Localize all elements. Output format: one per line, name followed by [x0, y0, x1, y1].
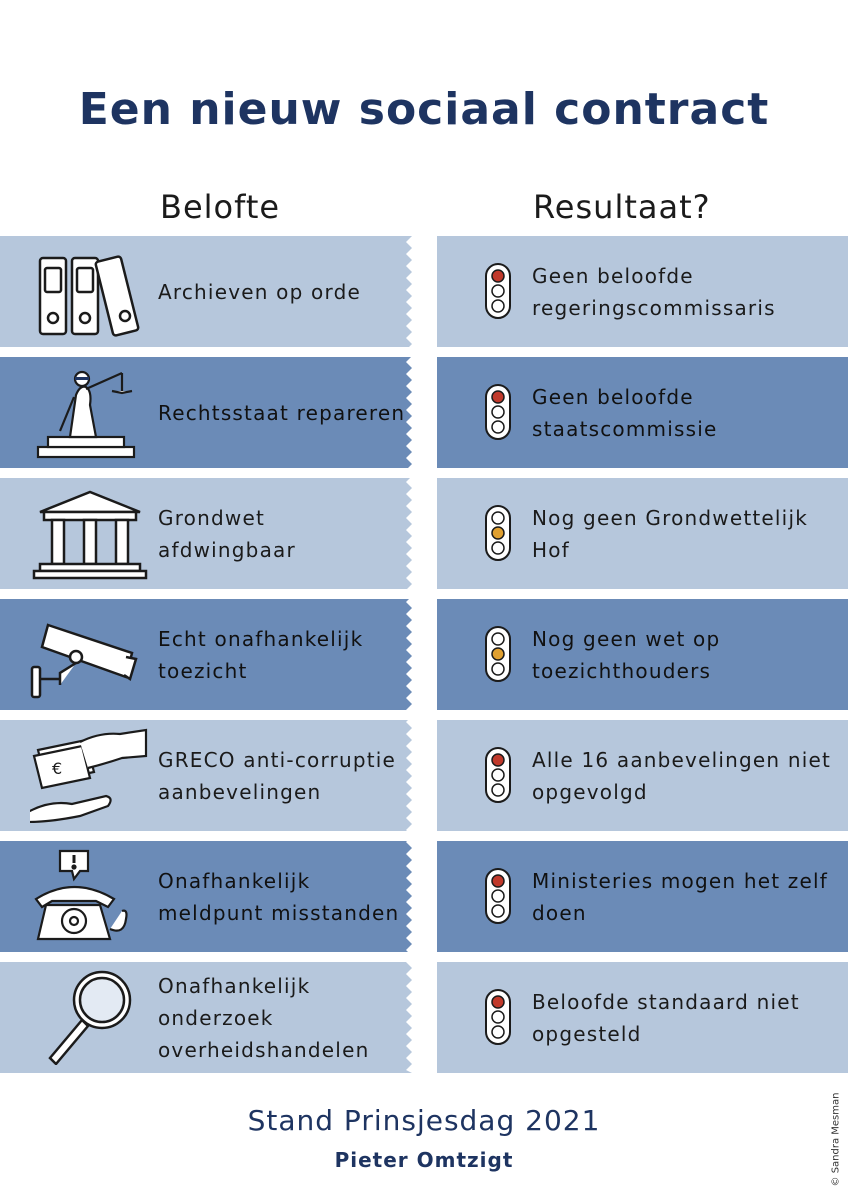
traffic-light-icon [484, 988, 512, 1046]
courthouse-icon [30, 486, 150, 581]
illustrator-credit: © Sandra Mesman [830, 1092, 842, 1187]
result-text: Alle 16 aanbevelingen niet opgevolgd [532, 747, 831, 804]
binders-icon [30, 244, 150, 339]
promise-text: Rechtsstaat repareren [158, 400, 406, 425]
promise-text: Grondwet afdwingbaar [158, 505, 296, 562]
security-camera-icon [30, 607, 150, 702]
result-text: Geen beloofde staatscommissie [532, 384, 718, 441]
zigzag-divider [398, 236, 440, 1073]
promise-text: Onafhankelijk onderzoek overheidshandelen [158, 973, 370, 1062]
result-text: Beloofde standaard niet opgesteld [532, 989, 800, 1046]
footer-status: Stand Prinsjesdag 2021 [247, 1104, 601, 1137]
traffic-light-icon [484, 867, 512, 925]
result-text: Nog geen Grondwettelijk Hof [532, 505, 808, 562]
telephone-alert-icon [30, 849, 150, 944]
traffic-light-icon [484, 625, 512, 683]
promise-text: Archieven op orde [158, 279, 361, 304]
result-text: Ministeries mogen het zelf doen [532, 868, 829, 925]
bribe-hands-icon [30, 728, 150, 823]
traffic-light-icon [484, 746, 512, 804]
page-title: Een nieuw sociaal contract [78, 84, 770, 135]
traffic-light-icon [484, 262, 512, 320]
result-text: Geen beloofde regeringscommissaris [532, 263, 776, 320]
header-promise: Belofte [160, 188, 281, 226]
result-text: Nog geen wet op toezichthouders [532, 626, 721, 683]
promise-text: Echt onafhankelijk toezicht [158, 626, 364, 683]
footer-author: Pieter Omtzigt [334, 1148, 514, 1172]
magnifier-icon [30, 970, 150, 1065]
svg-text:€: € [52, 759, 63, 778]
promise-text: Onafhankelijk meldpunt misstanden [158, 868, 400, 925]
traffic-light-icon [484, 504, 512, 562]
lady-justice-icon [30, 365, 150, 460]
promise-text: GRECO anti-corruptie aanbevelingen [158, 747, 397, 804]
traffic-light-icon [484, 383, 512, 441]
header-result: Resultaat? [533, 188, 711, 226]
